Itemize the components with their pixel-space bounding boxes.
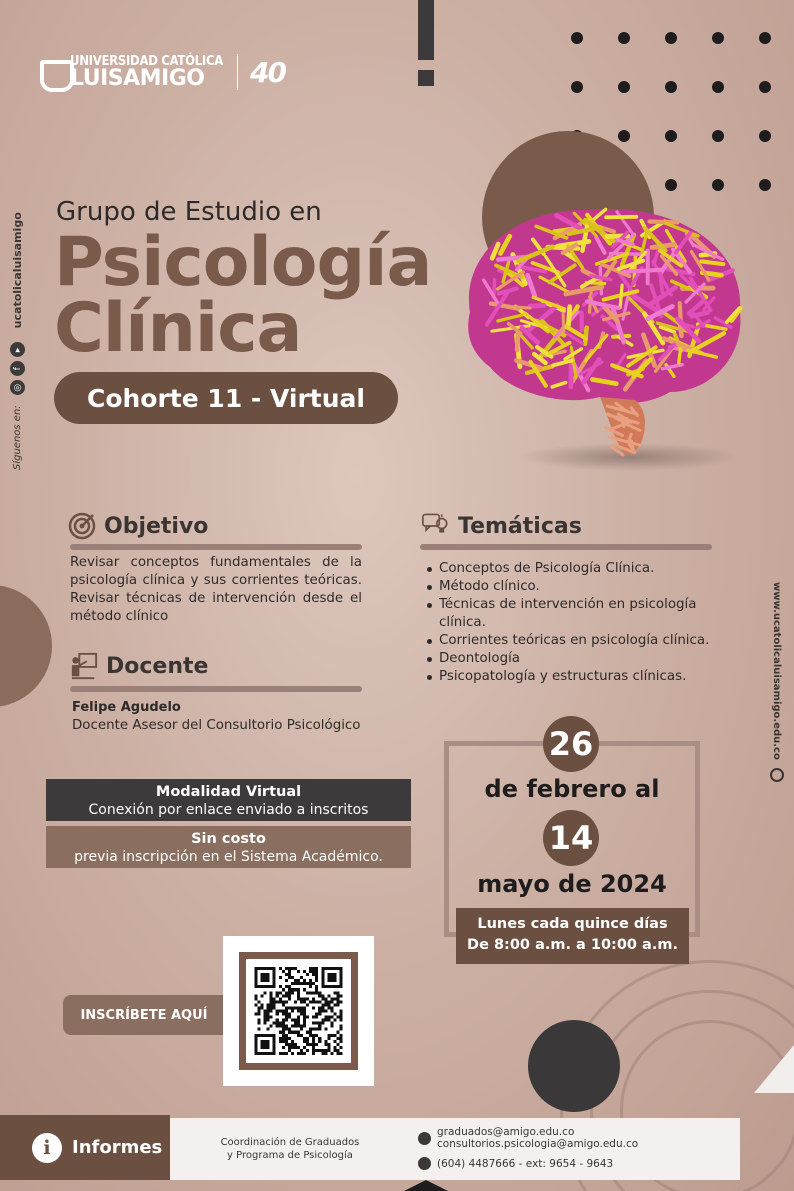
- coordination-line2: y Programa de Psicología: [227, 1150, 353, 1161]
- tematicas-rule: [420, 544, 712, 550]
- decor-dot: [571, 32, 583, 44]
- qr-code[interactable]: [239, 952, 358, 1070]
- decor-dot: [712, 81, 724, 93]
- globe-icon: [770, 768, 784, 782]
- email-row: [418, 1126, 740, 1150]
- modalidad-box: [46, 779, 411, 821]
- decor-dot: [759, 130, 771, 142]
- objetivo-heading: Objetivo: [104, 513, 209, 539]
- docente-role: Docente Asesor del Consultorio Psicológico: [72, 718, 361, 733]
- register-button[interactable]: INSCRÍBETE AQUÍ: [63, 995, 225, 1035]
- objetivo-rule: [70, 544, 362, 550]
- coordination-line1: Coordinación de Graduados: [220, 1137, 360, 1148]
- decor-dot: [618, 81, 630, 93]
- tematicas-header: [422, 512, 582, 540]
- cohort-badge: Cohorte 11 - Virtual: [54, 372, 398, 424]
- decor-triangle: [740, 1045, 794, 1095]
- docente-header: [70, 652, 208, 680]
- docente-heading: Docente: [106, 653, 209, 679]
- social-bar: [10, 212, 25, 470]
- anniversary-logo: 40: [249, 55, 285, 89]
- logo-line1: UNIVERSIDAD CATÓLICA: [70, 53, 223, 69]
- social-label: Síguenos en:: [12, 405, 23, 470]
- start-day: 26: [543, 716, 599, 772]
- contact-box: [410, 1118, 740, 1180]
- schedule-line2: De 8:00 a.m. a 10:00 a.m.: [467, 937, 678, 953]
- info-icon: i: [32, 1133, 62, 1163]
- start-month: de febrero al: [484, 775, 660, 803]
- decor-half-circle: [0, 585, 52, 707]
- end-day: 14: [543, 810, 599, 866]
- target-icon: [68, 512, 96, 540]
- phone-number: (604) 4487666 - ext: 9654 - 9643: [437, 1157, 614, 1170]
- tematicas-heading: Temáticas: [458, 513, 582, 539]
- decor-dot: [665, 179, 677, 191]
- costo-title: Sin costo: [191, 831, 266, 847]
- decor-dot: [759, 81, 771, 93]
- decor-dark-circle: [528, 1020, 620, 1112]
- costo-box: [46, 826, 411, 868]
- info-section: [0, 1115, 170, 1180]
- title-line2: Clínica: [54, 289, 302, 368]
- website: [770, 582, 784, 782]
- decor-dot: [571, 81, 583, 93]
- instagram-icon[interactable]: ◎: [10, 380, 25, 395]
- info-label: Informes: [72, 1137, 163, 1158]
- idea-icon: [422, 512, 450, 540]
- docente-name: Felipe Agudelo: [72, 700, 181, 715]
- objetivo-header: [68, 512, 208, 540]
- decor-dot: [665, 130, 677, 142]
- decor-dot: [712, 179, 724, 191]
- schedule-box: [456, 908, 689, 964]
- docente-rule: [70, 686, 362, 692]
- decor-dot: [759, 179, 771, 191]
- list-item: Corrientes teóricas en psicología clínica.: [426, 632, 726, 650]
- email-consultorios[interactable]: consultorios.psicologia@amigo.edu.co: [437, 1138, 639, 1150]
- objetivo-text: Revisar conceptos fundamentales de la psicología clínica y sus corrientes teóricas. Revisar técnicas de intervención desde el método clínico: [70, 555, 362, 624]
- brain-illustration: [440, 192, 770, 472]
- list-item: Método clínico.: [426, 578, 726, 596]
- teacher-icon: [70, 652, 98, 680]
- title-pre: Grupo de Estudio en: [56, 197, 322, 227]
- tematicas-list: [426, 560, 726, 686]
- end-month: mayo de 2024: [477, 870, 667, 898]
- decor-dot: [759, 32, 771, 44]
- website-url[interactable]: www.ucatolicaluisamigo.edu.co: [771, 582, 783, 760]
- modalidad-detail: Conexión por enlace enviado a inscritos: [88, 802, 369, 818]
- decor-dot: [712, 130, 724, 142]
- logo-divider: [237, 54, 238, 90]
- university-logo: [40, 54, 285, 90]
- decor-square: [418, 70, 434, 86]
- decor-dot: [618, 130, 630, 142]
- list-item: Conceptos de Psicología Clínica.: [426, 560, 726, 578]
- decor-dot: [665, 81, 677, 93]
- decor-dot: [665, 32, 677, 44]
- list-item: Técnicas de intervención en psicología clínica.: [426, 596, 726, 632]
- phone-icon: [418, 1157, 431, 1170]
- schedule-line1: Lunes cada quince días: [477, 916, 668, 932]
- social-handle: ucatolicaluisamigo: [11, 212, 24, 329]
- facebook-icon[interactable]: f: [10, 361, 25, 376]
- list-item: Psicopatología y estructuras clínicas.: [426, 668, 726, 686]
- modalidad-title: Modalidad Virtual: [155, 784, 302, 800]
- phone-row: [418, 1157, 740, 1170]
- youtube-icon[interactable]: ▸: [10, 342, 25, 357]
- decor-bottom-triangle: [404, 1180, 448, 1191]
- costo-detail: previa inscripción en el Sistema Académico.: [74, 849, 383, 865]
- logo-line2: LUISAMIGO: [70, 65, 205, 91]
- shield-icon: [40, 57, 66, 87]
- mail-icon: [418, 1132, 431, 1145]
- coordination-box: [170, 1118, 410, 1180]
- decor-dot: [712, 32, 724, 44]
- list-item: Deontología: [426, 650, 726, 668]
- title-line1: Psicología: [54, 223, 432, 302]
- decor-dot: [618, 32, 630, 44]
- page-title: [54, 223, 432, 368]
- decor-bar: [418, 0, 434, 60]
- email-graduados[interactable]: graduados@amigo.edu.co: [437, 1126, 575, 1138]
